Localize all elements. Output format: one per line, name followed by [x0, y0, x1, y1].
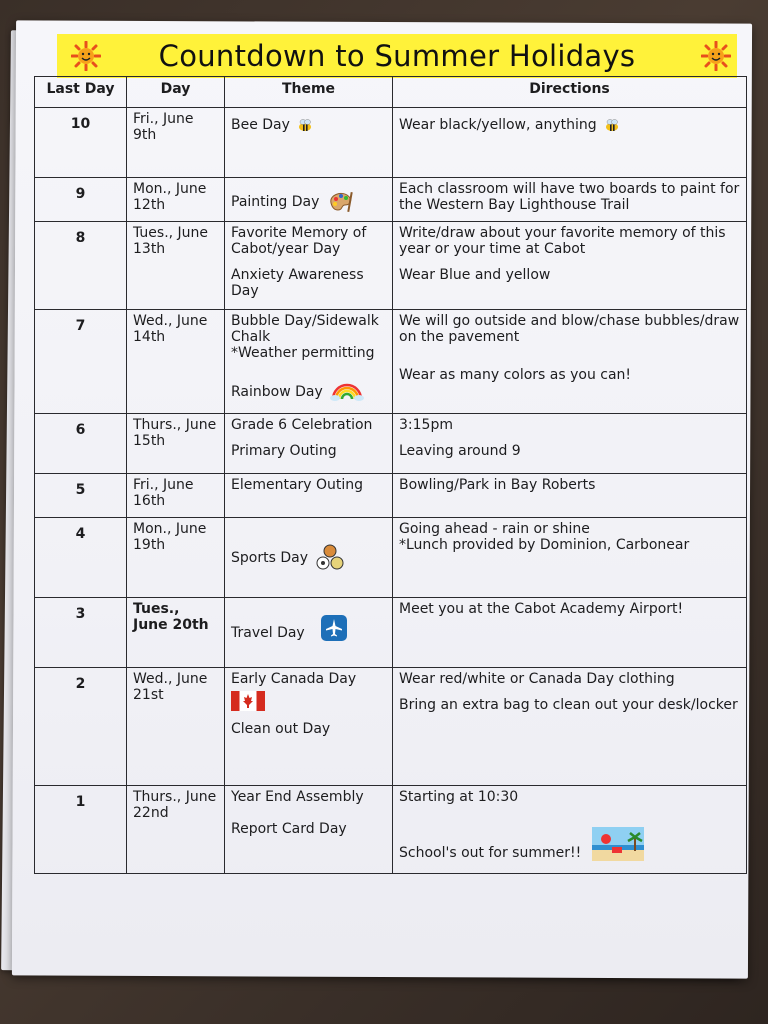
day-date: Tues., June 20th: [127, 598, 225, 668]
day-date: Fri., June 16th: [127, 474, 225, 518]
table-row: [35, 310, 747, 414]
table-row: [35, 598, 747, 668]
theme-text: Bubble Day/Sidewalk Chalk: [231, 313, 379, 345]
last-day-number: 1: [35, 786, 127, 874]
theme-cell: [225, 310, 393, 414]
directions-cell: [393, 786, 747, 874]
day-date: Tues., June 13th: [127, 222, 225, 310]
last-day-number: 10: [35, 108, 127, 178]
table-row: [35, 474, 747, 518]
last-day-number: 7: [35, 310, 127, 414]
last-day-number: 5: [35, 474, 127, 518]
theme-cell: [225, 108, 393, 178]
directions-cell: [393, 518, 747, 598]
theme-text: Grade 6 Celebration: [231, 417, 373, 433]
day-date: Mon., June 12th: [127, 178, 225, 222]
table-row: [35, 786, 747, 874]
directions-text: Wear red/white or Canada Day clothing: [399, 671, 675, 687]
last-day-number: 8: [35, 222, 127, 310]
header-last-day: Last Day: [35, 77, 127, 108]
directions-cell: Each classroom will have two boards to paint for the Western Bay Lighthouse Trail: [393, 178, 747, 222]
beach-icon: [592, 827, 644, 861]
countdown-table: [34, 76, 747, 874]
theme-cell: [225, 668, 393, 786]
day-date: Wed., June 14th: [127, 310, 225, 414]
directions-text: Wear as many colors as you can!: [399, 367, 632, 383]
page-title: Countdown to Summer Holidays: [158, 39, 636, 73]
theme-text: Bee Day: [231, 117, 290, 133]
theme-text: Clean out Day: [231, 721, 331, 737]
directions-cell: Bowling/Park in Bay Roberts: [393, 474, 747, 518]
theme-text: Travel Day: [231, 625, 305, 641]
last-day-number: 4: [35, 518, 127, 598]
directions-cell: [393, 668, 747, 786]
paint-palette-icon: [327, 191, 355, 213]
directions-text: School's out for summer!!: [399, 845, 582, 861]
theme-text: Early Canada Day: [231, 671, 357, 687]
directions-text: We will go outside and blow/chase bubbles/draw on the pavement: [399, 313, 740, 345]
theme-text: Year End Assembly: [231, 789, 364, 805]
theme-cell: [225, 222, 393, 310]
theme-note: *Weather permitting: [231, 345, 375, 361]
sun-icon: [701, 41, 731, 71]
last-day-number: 3: [35, 598, 127, 668]
header-day: Day: [127, 77, 225, 108]
last-day-number: 6: [35, 414, 127, 474]
directions-text: Leaving around 9: [399, 443, 521, 459]
sports-balls-icon: [315, 543, 345, 573]
bee-icon: [297, 118, 313, 132]
theme-text: Painting Day: [231, 194, 320, 210]
directions-text: Starting at 10:30: [399, 789, 519, 805]
table-header-row: [35, 77, 747, 108]
rainbow-icon: [330, 383, 364, 401]
airplane-icon: [321, 615, 347, 641]
canada-flag-icon: [231, 691, 265, 711]
day-date: Mon., June 19th: [127, 518, 225, 598]
day-date: Wed., June 21st: [127, 668, 225, 786]
directions-note: *Lunch provided by Dominion, Carbonear: [399, 537, 690, 553]
theme-cell: Elementary Outing: [225, 474, 393, 518]
directions-cell: [393, 108, 747, 178]
day-date: Fri., June 9th: [127, 108, 225, 178]
directions-text: Write/draw about your favorite memory of this year or your time at Cabot: [399, 225, 726, 257]
table-row: [35, 518, 747, 598]
directions-text: Wear Blue and yellow: [399, 267, 551, 283]
theme-text: Sports Day: [231, 550, 308, 566]
header-theme: Theme: [225, 77, 393, 108]
directions-cell: Meet you at the Cabot Academy Airport!: [393, 598, 747, 668]
directions-text: Wear black/yellow, anything: [399, 117, 597, 133]
directions-cell: [393, 310, 747, 414]
theme-text: Rainbow Day: [231, 384, 323, 400]
directions-text: 3:15pm: [399, 417, 453, 433]
directions-cell: [393, 222, 747, 310]
day-date: Thurs., June 22nd: [127, 786, 225, 874]
directions-cell: [393, 414, 747, 474]
theme-cell: [225, 414, 393, 474]
day-date: Thurs., June 15th: [127, 414, 225, 474]
bee-icon: [604, 118, 620, 132]
table-row: [35, 414, 747, 474]
sun-icon: [71, 41, 101, 71]
theme-text: Primary Outing: [231, 443, 337, 459]
theme-cell: [225, 178, 393, 222]
directions-text: Bring an extra bag to clean out your desk/locker: [399, 697, 738, 713]
theme-cell: [225, 518, 393, 598]
table-row: [35, 108, 747, 178]
table-row: [35, 668, 747, 786]
table-row: [35, 222, 747, 310]
theme-cell: [225, 786, 393, 874]
table-row: [35, 178, 747, 222]
last-day-number: 2: [35, 668, 127, 786]
theme-text: Anxiety Awareness Day: [231, 267, 364, 299]
theme-text: Report Card Day: [231, 821, 347, 837]
title-banner: [57, 34, 737, 78]
last-day-number: 9: [35, 178, 127, 222]
theme-text: Favorite Memory of Cabot/year Day: [231, 225, 367, 257]
theme-cell: [225, 598, 393, 668]
directions-text: Going ahead - rain or shine: [399, 521, 590, 537]
header-directions: Directions: [393, 77, 747, 108]
